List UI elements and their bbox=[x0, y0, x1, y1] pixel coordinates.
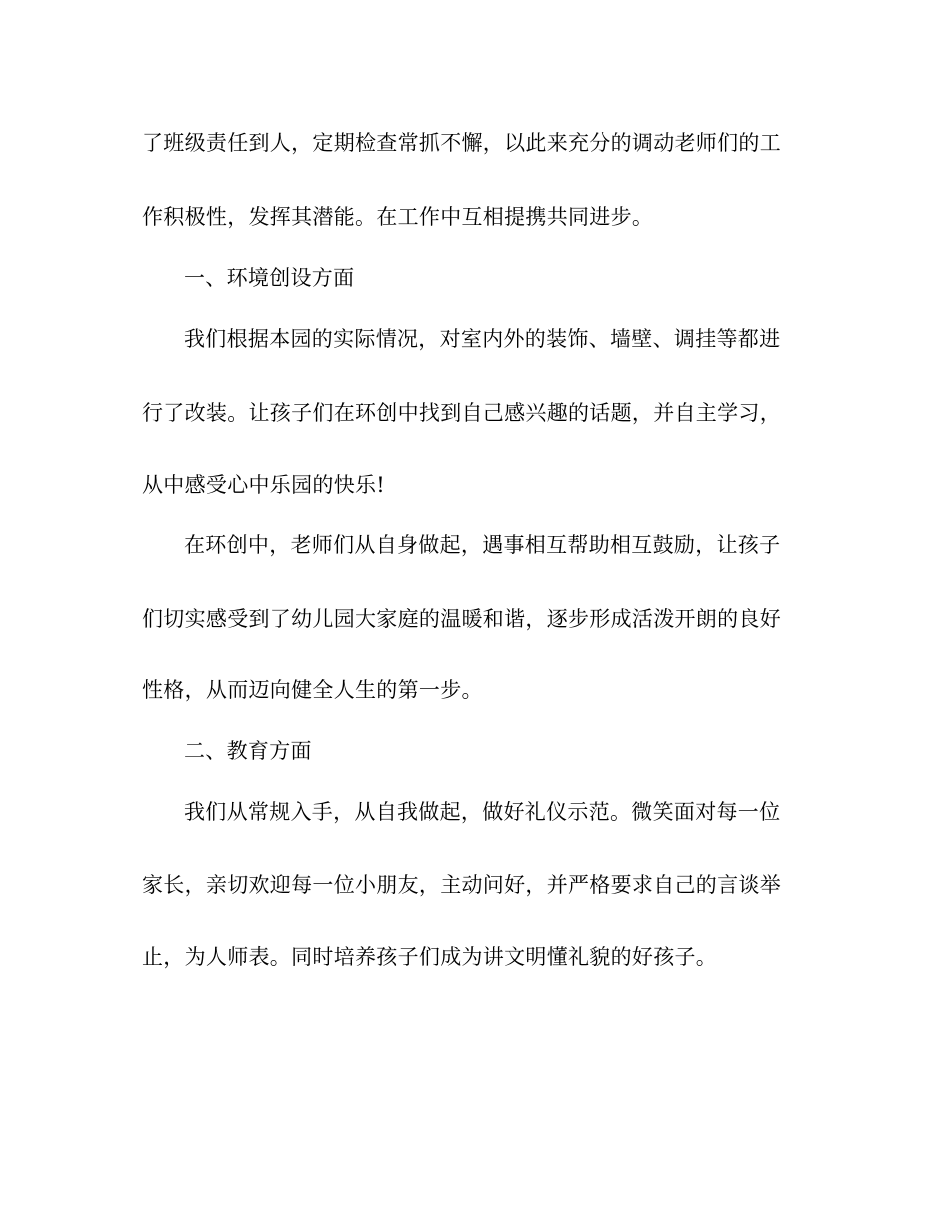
paragraph-start-line: 我们根据本园的实际情况，对室内外的装饰、墙壁、调挂等都进 bbox=[184, 327, 781, 351]
body-text-line: 止，为人师表。同时培养孩子们成为讲文明懂礼貌的好孩子。 bbox=[142, 945, 718, 969]
body-text-line: 了班级责任到人，定期检查常抓不懈，以此来充分的调动老师们的工 bbox=[142, 131, 781, 155]
section-heading-environment: 一、环境创设方面 bbox=[184, 266, 355, 290]
body-text-line: 们切实感受到了幼儿园大家庭的温暖和谐，逐步形成活泼开朗的良好 bbox=[142, 607, 781, 631]
body-text-line: 作积极性，发挥其潜能。在工作中互相提携共同进步。 bbox=[142, 205, 654, 229]
body-text-line: 性格，从而迈向健全人生的第一步。 bbox=[142, 678, 483, 702]
body-text-line: 家长，亲切欢迎每一位小朋友，主动问好，并严格要求自己的言谈举 bbox=[142, 873, 781, 897]
body-text-line: 从中感受心中乐园的快乐! bbox=[142, 473, 386, 497]
section-heading-education: 二、教育方面 bbox=[184, 739, 312, 763]
paragraph-start-line: 我们从常规入手，从自我做起，做好礼仪示范。微笑面对每一位 bbox=[184, 800, 781, 824]
body-text-line: 行了改装。让孩子们在环创中找到自己感兴趣的话题，并自主学习， bbox=[142, 401, 781, 425]
paragraph-start-line: 在环创中，老师们从自身做起，遇事相互帮助相互鼓励，让孩子 bbox=[184, 533, 781, 557]
